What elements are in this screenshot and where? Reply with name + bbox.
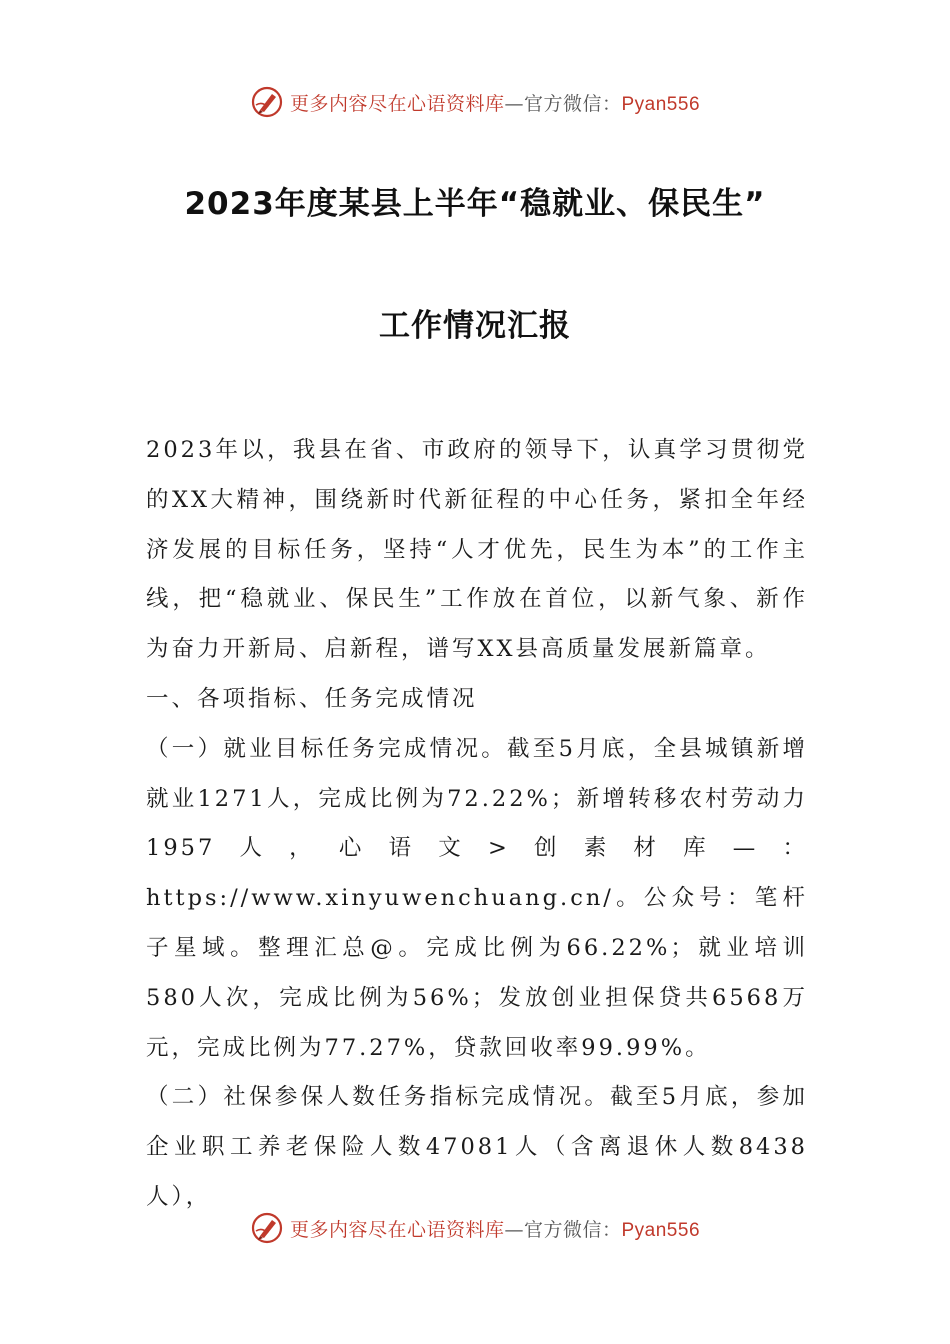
document-title-line2: 工作情况汇报 [379, 308, 571, 344]
paragraph-social-security: （二）社保参保人数任务指标完成情况。截至5月底，参加企业职工养老保险人数47081人（含离退休人数8438人）， [146, 1084, 808, 1210]
pen-logo-icon [250, 85, 284, 119]
watermark-sub-text: —官方微信： [504, 92, 622, 115]
watermark-sub-text: —官方微信： [504, 1218, 622, 1241]
watermark-footer [0, 1208, 950, 1248]
paragraph-intro: 2023年以，我县在省、市政府的领导下，认真学习贯彻党的XX大精神，围绕新时代新征程的中心任务，紧扣全年经济发展的目标任务，坚持“人才优先，民生为本”的工作主线，把“稳就业、保民生”工作放在首位，以新气象、新作为奋力开新局、启新程，谱写XX县高质量发展新篇章。 [146, 437, 808, 663]
pen-logo-icon [250, 1211, 284, 1245]
paragraph-employment: （一）就业目标任务完成情况。截至5月底，全县城镇新增就业1271人，完成比例为72.22%；新增转移农村劳动力1957人，心语文>创素材库—：https://www.xinyuwenchuang.cn/。公众号：笔杆子星域。整理汇总@。完成比例为66.22%；就业培训580人次，完成比例为56%；发放创业担保贷共6568万元，完成比例为77.27%，贷款回收率99.99%。 [146, 735, 808, 1061]
watermark-header [0, 82, 950, 122]
watermark-id-text: Pyan556 [621, 1219, 701, 1241]
document-body [146, 426, 808, 1223]
section-heading-1: 一、各项指标、任务完成情况 [146, 685, 478, 712]
watermark-id-text: Pyan556 [621, 93, 701, 115]
watermark-main-text: 更多内容尽在心语资料库 [289, 92, 505, 115]
document-title-line1: 2023年度某县上半年“稳就业、保民生” [184, 186, 766, 222]
watermark-main-text: 更多内容尽在心语资料库 [289, 1218, 505, 1241]
